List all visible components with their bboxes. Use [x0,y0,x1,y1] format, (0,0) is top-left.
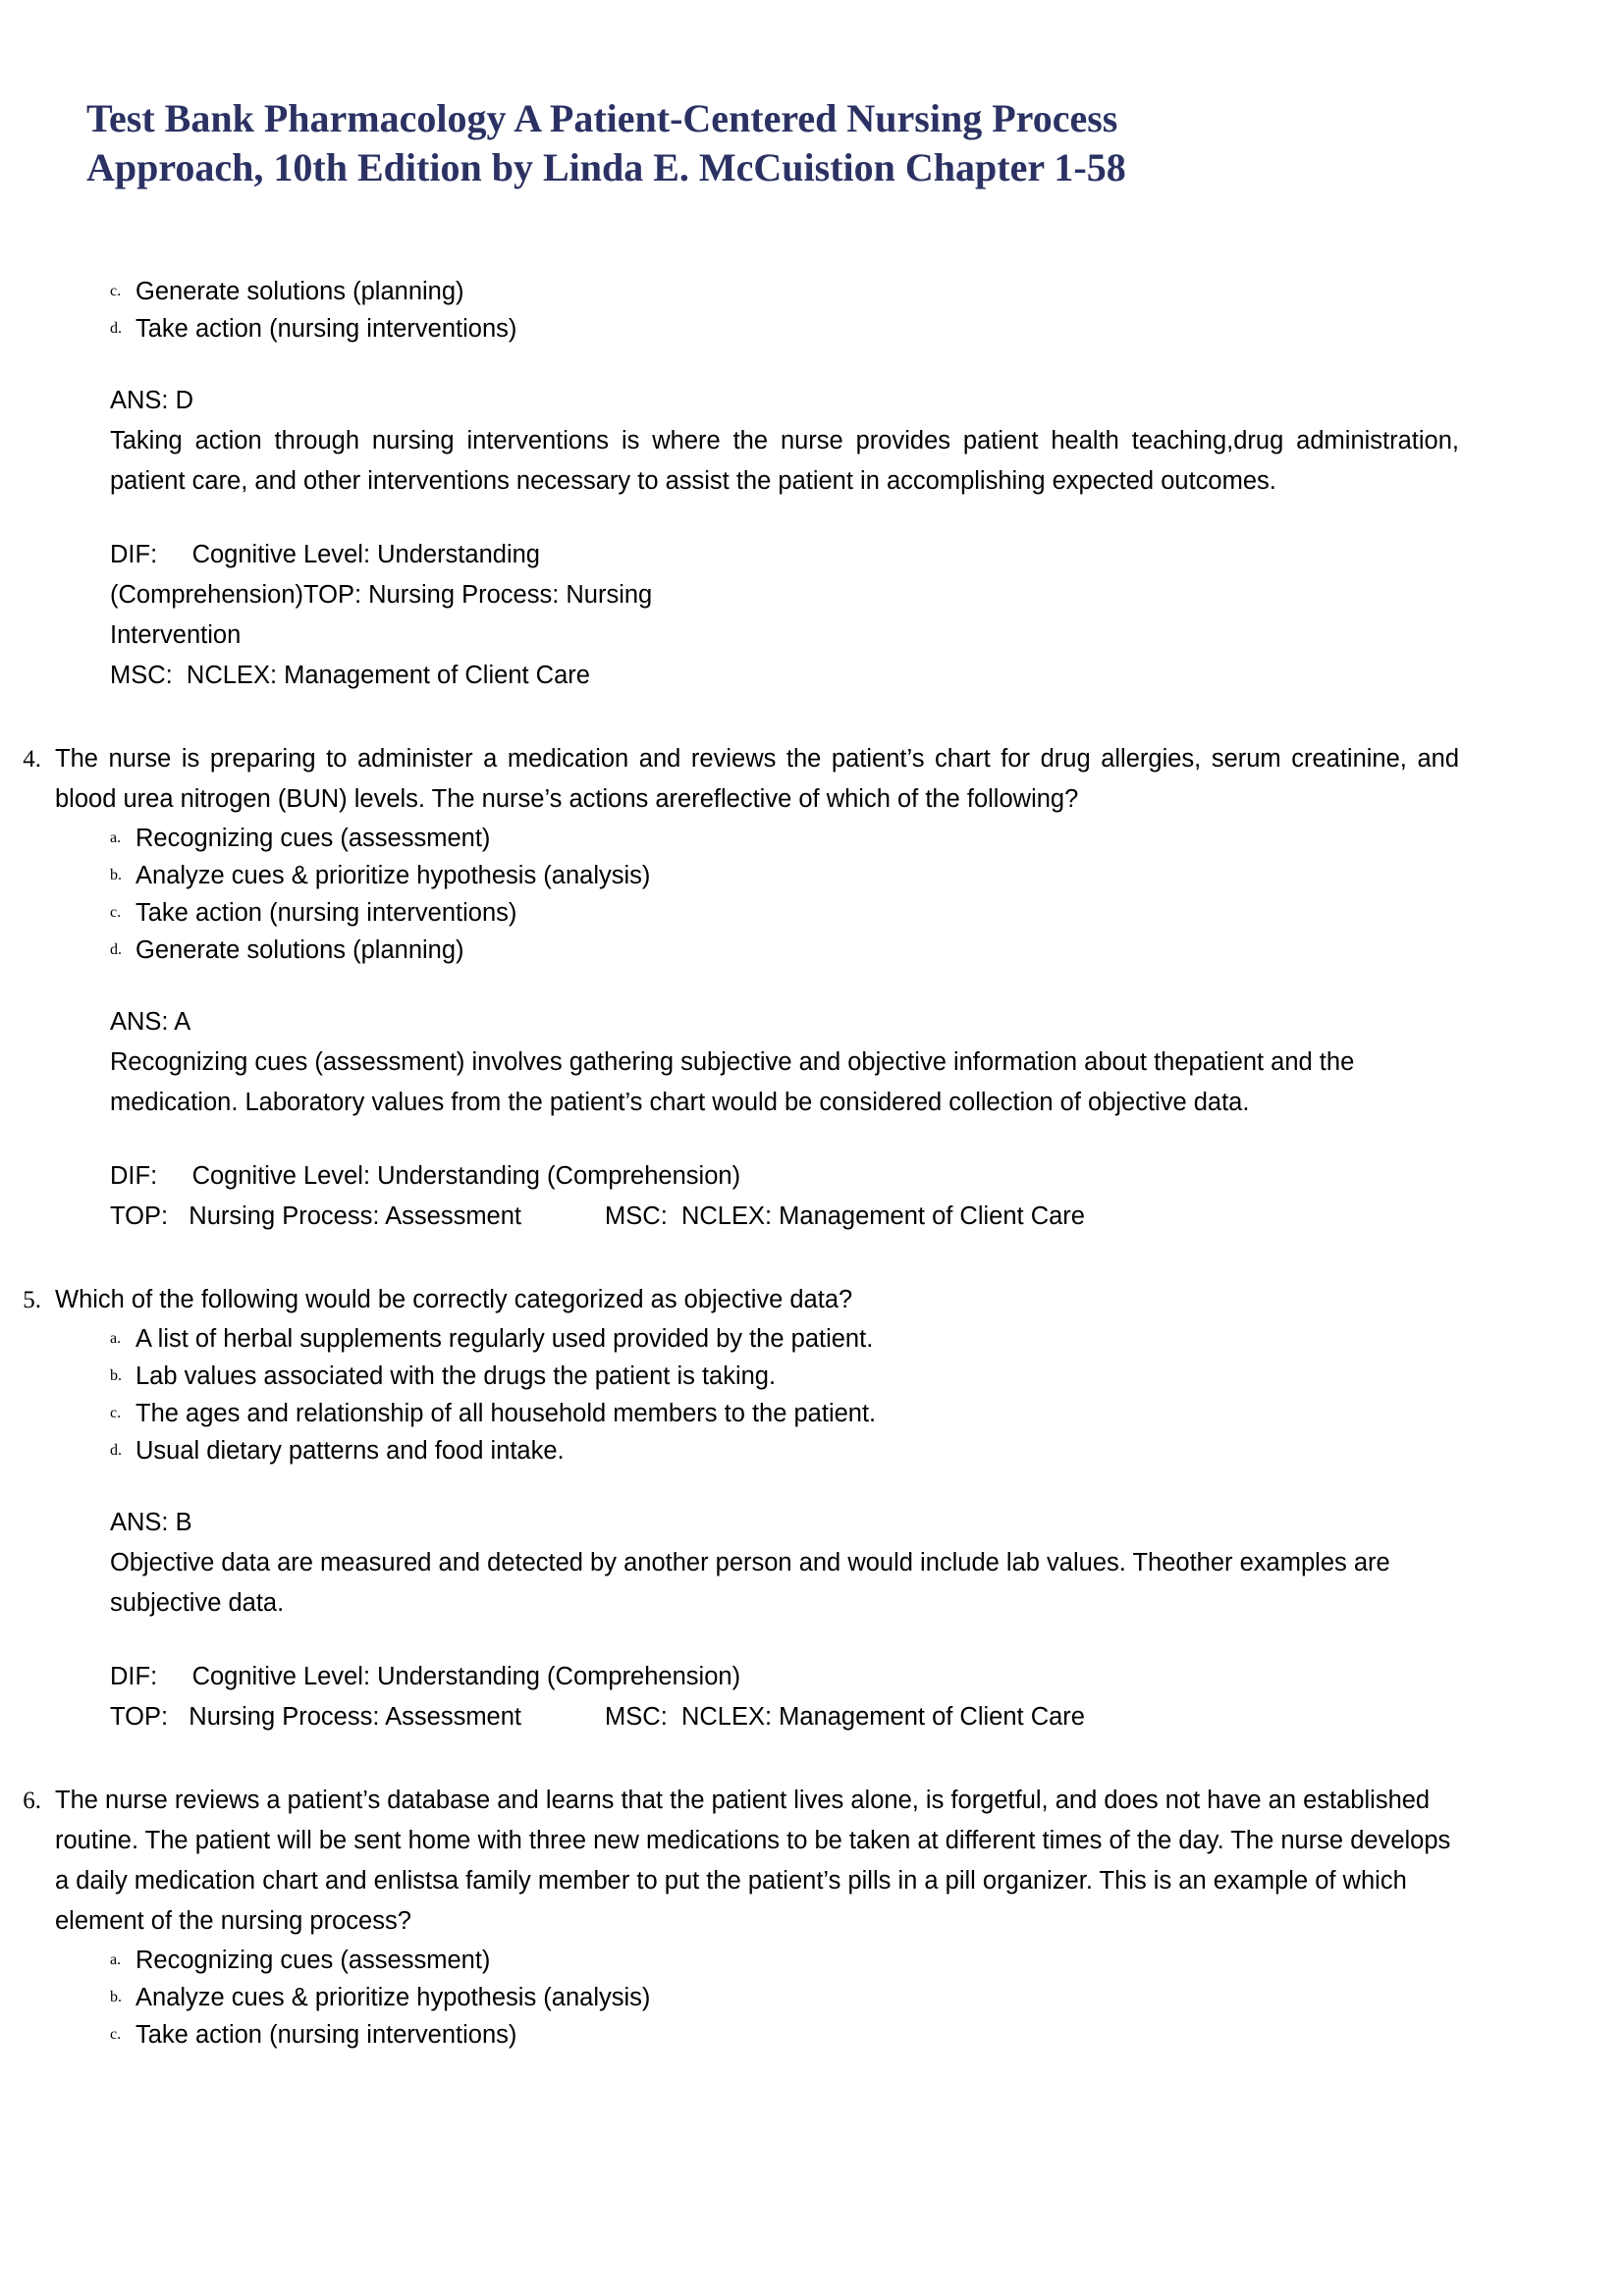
metadata-top: (Comprehension)TOP: Nursing Process: Nursing [110,581,653,609]
answer-rationale: Objective data are measured and detected by another person and would include lab values. Theother examples are subjective data. [110,1549,1390,1617]
answer-option[interactable] [0,894,1624,932]
metadata-msc: MSC: NCLEX: Management of Client Care [110,662,590,689]
option-label: A list of herbal supplements regularly used provided by the patient. [135,1325,874,1353]
question-number: 5. [23,1287,41,1313]
page-title-line-2: Approach, 10th Edition by Linda E. McCuistion Chapter 1-58 [86,145,1126,189]
option-marker: a. [110,1951,122,1968]
answer-rationale-block [110,1503,1624,1624]
option-marker: d. [110,1442,122,1459]
answer-option[interactable] [0,1395,1624,1432]
answer-option[interactable] [0,1942,1624,1979]
metadata-dif: DIF: Cognitive Level: Understanding (Comprehension) [110,1663,741,1690]
answer-rationale: Recognizing cues (assessment) involves gathering subjective and objective information about thepatient and the medication. Laboratory values from the patient’s chart would be considered collection of objective data. [110,1048,1355,1116]
option-marker: b. [110,1989,122,2005]
document-body [0,273,1624,2054]
option-marker: b. [110,867,122,883]
question-text: The nurse reviews a patient’s database and learns that the patient lives alone, is forgetful, and does not have an established routine. The patient will be sent home with three new medications to be taken at different times of the day. The nurse develops a daily medication chart and enlistsa family member to put the patient’s pills in a pill organizer. This is an example of which element of the nursing process? [55,1787,1451,1935]
answer-rationale-block [110,381,1624,502]
option-label: Lab values associated with the drugs the patient is taking. [135,1362,777,1390]
answer-rationale-block [110,1002,1624,1123]
option-label: Generate solutions (planning) [135,278,464,305]
option-label: Analyze cues & prioritize hypothesis (analysis) [135,1984,651,2011]
option-label: Recognizing cues (assessment) [135,825,491,852]
option-marker: d. [110,941,122,958]
metadata-top-msc: TOP: Nursing Process: Assessment MSC: NCLEX: Management of Client Care [110,1202,1085,1230]
question-stem-row [0,739,1624,820]
answer-key: ANS: A [110,1008,191,1036]
answer-rationale: Taking action through nursing interventions is where the nurse provides patient health teaching,drug administration, patient care, and other interventions necessary to assist the patient in accomplishing expected outcomes. [110,427,1459,495]
option-label: The ages and relationship of all household members to the patient. [135,1400,877,1427]
metadata-top-cont: Intervention [110,621,242,649]
metadata-dif: DIF: Cognitive Level: Understanding (Comprehension) [110,1162,741,1190]
question-text: Which of the following would be correctly categorized as objective data? [55,1286,853,1313]
question-number: 4. [23,746,41,773]
metadata-top-msc: TOP: Nursing Process: Assessment MSC: NCLEX: Management of Client Care [110,1703,1085,1731]
metadata-dif: DIF: Cognitive Level: Understanding [110,541,540,568]
question-stem-row [0,1781,1624,1942]
answer-option[interactable] [0,1432,1624,1469]
answer-key: ANS: B [110,1509,192,1536]
option-label: Recognizing cues (assessment) [135,1947,491,1974]
question-text: The nurse is preparing to administer a medication and reviews the patient’s chart for drug allergies, serum creatinine, and blood urea nitrogen (BUN) levels. The nurse’s actions arereflective of which of the following? [55,745,1459,813]
question-metadata [110,535,1624,696]
answer-key: ANS: D [110,387,194,414]
question-stem-row [0,1280,1624,1320]
question-number: 6. [23,1788,41,1814]
question-6 [0,1781,1624,2054]
question-metadata [110,1657,1624,1737]
answer-option[interactable] [0,857,1624,894]
answer-option[interactable] [0,2016,1624,2054]
question-metadata [110,1156,1624,1237]
option-marker: c. [110,2026,122,2043]
answer-option[interactable] [0,273,1624,310]
page-title [86,94,1461,192]
option-label: Usual dietary patterns and food intake. [135,1437,565,1465]
answer-option[interactable] [0,1358,1624,1395]
option-marker: a. [110,829,122,846]
option-marker: d. [110,320,122,337]
answer-option[interactable] [0,820,1624,857]
page-title-line-1: Test Bank Pharmacology A Patient-Centered Nursing Process [86,96,1118,140]
option-label: Take action (nursing interventions) [135,315,517,343]
option-marker: b. [110,1367,122,1384]
question-3-continuation [0,273,1624,696]
answer-option[interactable] [0,1979,1624,2016]
option-marker: a. [110,1330,122,1347]
answer-option[interactable] [0,310,1624,347]
option-marker: c. [110,283,122,299]
option-marker: c. [110,904,122,921]
option-label: Generate solutions (planning) [135,936,464,964]
answer-option[interactable] [0,932,1624,969]
question-5 [0,1280,1624,1737]
answer-option[interactable] [0,1320,1624,1358]
option-label: Analyze cues & prioritize hypothesis (analysis) [135,862,651,889]
question-4 [0,739,1624,1237]
option-label: Take action (nursing interventions) [135,899,517,927]
option-marker: c. [110,1405,122,1421]
option-label: Take action (nursing interventions) [135,2021,517,2049]
